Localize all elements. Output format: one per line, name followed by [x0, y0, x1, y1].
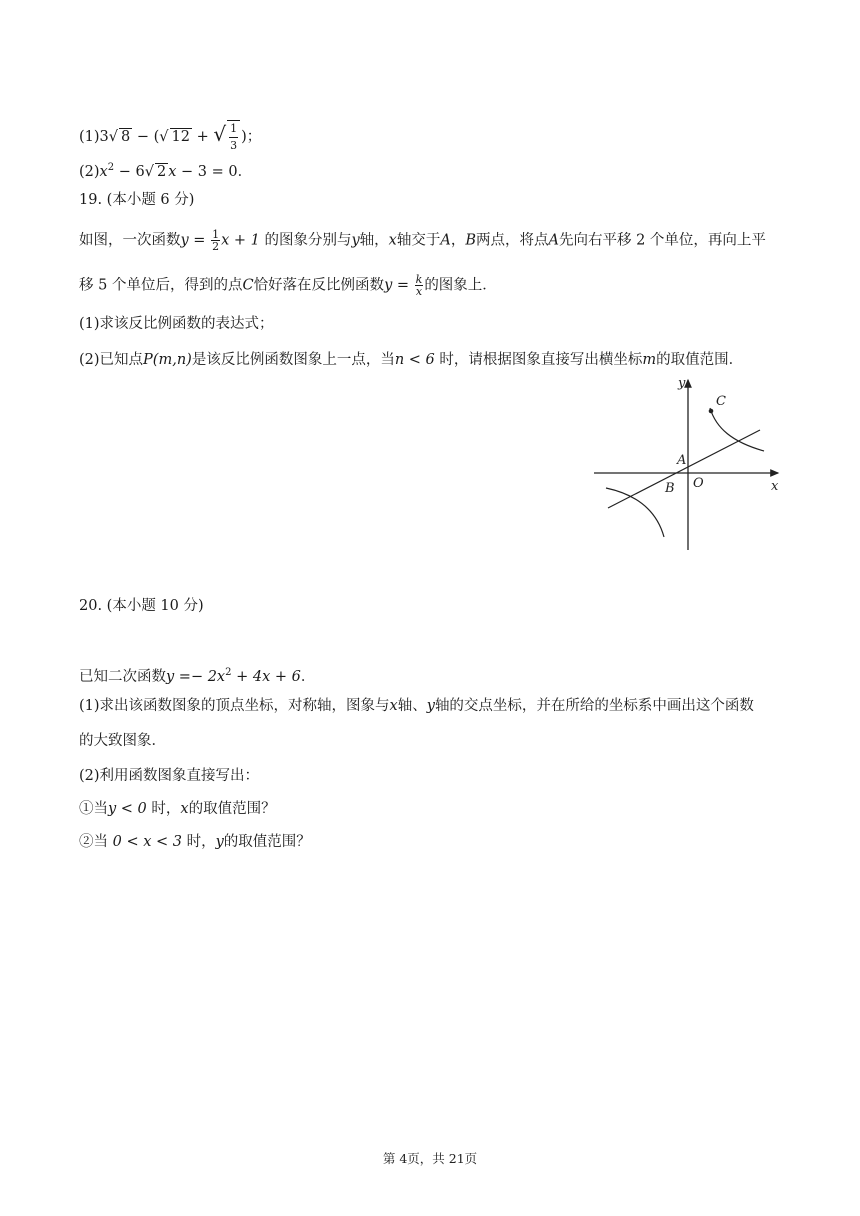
text: 是该反比例函数图象上一点，当	[191, 352, 395, 368]
math-quadratic-tail: + 4x + 6	[231, 668, 301, 685]
math-coef: 3	[99, 129, 109, 145]
math-quadratic: y =− 2x	[166, 668, 226, 685]
text: 移 5 个单位后，得到的点	[79, 277, 243, 294]
math-exp: 2	[107, 162, 115, 173]
math-x: x	[168, 163, 177, 180]
q18-part2	[79, 158, 800, 182]
q20-sub2	[79, 832, 800, 852]
q18-part2-tail: ．	[237, 163, 253, 180]
q19-header: 19. (本小题 6 分)	[79, 192, 195, 208]
math-minus: − (	[132, 129, 160, 145]
math-y: y	[351, 232, 360, 249]
q20-stem	[79, 663, 800, 687]
text: (1)求出该函数图象的顶点坐标，对称轴，图象与	[79, 698, 390, 714]
q18-part1-label: (1)	[79, 129, 100, 145]
math-y: y	[180, 232, 189, 249]
sqrt-symbol: √	[213, 122, 227, 146]
math-y: y	[426, 698, 435, 714]
math-inequality: 0 < x < 3	[112, 834, 182, 850]
text: 的取值范围．	[656, 352, 744, 368]
math-point-P: P(m,n)	[143, 352, 192, 368]
text: ，	[450, 232, 466, 249]
math-x: x	[99, 163, 108, 180]
math-eq: =	[392, 277, 414, 294]
sqrt-symbol: √	[108, 129, 119, 145]
text: 的取值范围？	[223, 834, 311, 850]
math-inequality: n < 6	[394, 352, 435, 368]
text: 轴的交点坐标，并在所给的坐标系中画出这个函数	[434, 698, 754, 714]
math-B: B	[465, 232, 476, 249]
label-y: y	[678, 376, 686, 391]
math-exp: 2	[225, 667, 232, 678]
frac-num: 1	[229, 121, 238, 138]
q18-part1	[79, 120, 800, 154]
math-tail: − 3 = 0	[176, 163, 238, 180]
q20-sub1	[79, 799, 800, 819]
label-o: O	[693, 476, 704, 491]
label-x: x	[771, 479, 779, 494]
math-expr: x + 1	[221, 232, 260, 249]
math-x: x	[389, 698, 398, 714]
text: 轴交于	[396, 232, 441, 249]
math-term: − 6	[114, 163, 145, 180]
text: 时，	[181, 834, 216, 850]
math-fraction-one-third	[227, 120, 240, 154]
point-c	[709, 409, 714, 414]
q20-header: 20. (本小题 10 分)	[79, 598, 204, 614]
text: 已知二次函数	[79, 668, 166, 685]
hyperbola-branch-upper	[710, 408, 764, 451]
math-m: m	[642, 352, 657, 368]
text: (2)已知点	[79, 352, 144, 368]
q19-stem-line1	[79, 229, 800, 252]
frac-den: 2	[212, 240, 220, 253]
frac-num: 1	[212, 228, 220, 241]
q19-part1: (1)求该反比例函数的表达式；	[79, 316, 274, 332]
math-radicand-8: 8	[121, 129, 131, 145]
label-a: A	[677, 453, 687, 468]
sqrt-symbol: √	[144, 163, 154, 180]
sqrt-symbol: √	[159, 129, 169, 145]
text: 轴，	[359, 232, 389, 249]
math-y: y	[215, 834, 224, 850]
q20-part1-line1	[79, 696, 800, 716]
hyperbola-branch-lower	[606, 488, 664, 537]
q18-part1-tail: ；	[246, 129, 262, 145]
math-eq: =	[188, 232, 211, 249]
q20-part2: (2)利用函数图象直接写出：	[79, 768, 260, 784]
math-radicand-12: 12	[171, 129, 190, 145]
page-footer: 第 4页，共 21页	[382, 1151, 478, 1166]
math-A: A	[440, 232, 451, 249]
q19-figure	[592, 374, 784, 556]
q19-part2	[79, 350, 800, 370]
text: ②当	[79, 834, 113, 850]
text: 的图象分别与	[264, 232, 352, 249]
math-plus: +	[192, 129, 214, 145]
text: 时，	[146, 801, 181, 817]
label-c: C	[716, 394, 726, 409]
math-A: A	[548, 232, 559, 249]
text: ．	[300, 668, 316, 685]
text: 轴、	[397, 698, 427, 714]
math-x: x	[180, 801, 189, 817]
text: 时，请根据图象直接写出横坐标	[439, 352, 643, 368]
text: 两点，将点	[476, 232, 549, 249]
math-fraction-half	[211, 229, 220, 252]
q20-part1-line2: 的大致图象．	[79, 733, 166, 749]
math-radicand-2: 2	[156, 163, 167, 180]
math-x: x	[388, 232, 397, 249]
label-b: B	[665, 481, 675, 496]
math-inequality: y < 0	[108, 801, 147, 817]
text: 的图象上．	[424, 277, 497, 294]
frac-num: k	[415, 273, 423, 286]
text: 恰好落在反比例函数	[253, 277, 385, 294]
q18-part2-label: (2)	[79, 163, 100, 180]
text: 的取值范围？	[188, 801, 276, 817]
text: 先向右平移 2 个单位，再向上平	[558, 232, 766, 249]
frac-den: 3	[230, 139, 238, 152]
frac-den: x	[415, 285, 423, 298]
math-close: )	[241, 129, 247, 145]
text: ①当	[79, 801, 108, 817]
q19-stem-line2	[79, 274, 800, 297]
text: 如图，一次函数	[79, 232, 181, 249]
math-fraction-k-over-x	[415, 274, 424, 297]
math-C: C	[242, 277, 254, 294]
math-y: y	[384, 277, 393, 294]
